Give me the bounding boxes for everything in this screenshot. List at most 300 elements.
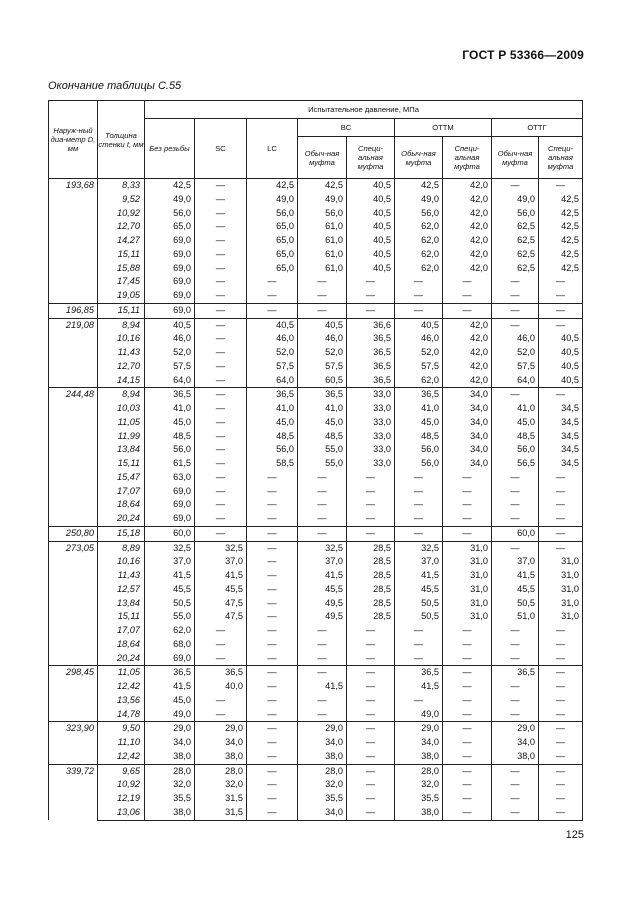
pressure-cell: — [298, 624, 347, 638]
pressure-cell: — [347, 666, 395, 680]
pressure-cell: — [492, 806, 539, 820]
header-no-thread: Без резьбы [145, 119, 195, 179]
pressure-cell: 61,0 [298, 220, 347, 234]
thickness-cell: 15,11 [98, 610, 145, 624]
pressure-cell: 32,5 [395, 541, 443, 555]
thickness-cell: 19,05 [98, 289, 145, 303]
table-row [49, 680, 583, 694]
pressure-cell: — [443, 498, 492, 512]
pressure-cell: — [195, 318, 247, 332]
pressure-cell: 61,0 [298, 234, 347, 248]
header-bc-special: Специ-альная муфта [347, 137, 395, 179]
pressure-cell: — [247, 624, 298, 638]
pressure-cell: 40,5 [539, 374, 583, 388]
thickness-cell: 10,16 [98, 332, 145, 346]
pressure-cell: 45,5 [145, 583, 195, 597]
pressure-cell: — [195, 402, 247, 416]
pressure-cell: 45,0 [298, 416, 347, 430]
pressure-cell: 42,0 [443, 193, 492, 207]
pressure-cell: — [539, 652, 583, 666]
thickness-cell: 11,05 [98, 666, 145, 680]
pressure-cell: 31,0 [539, 583, 583, 597]
pressure-cell: — [395, 652, 443, 666]
pressure-cell: 32,0 [298, 778, 347, 792]
pressure-cell: 49,5 [298, 610, 347, 624]
pressure-cell: — [347, 806, 395, 820]
pressure-cell: 42,5 [539, 220, 583, 234]
table-header [49, 101, 583, 179]
pressure-cell: 40,5 [247, 318, 298, 332]
pressure-cell: 40,5 [347, 234, 395, 248]
pressure-cell: — [347, 289, 395, 303]
pressure-cell: 42,5 [539, 262, 583, 276]
table-row [49, 569, 583, 583]
pressure-cell: — [195, 207, 247, 221]
pressure-cell: 45,0 [145, 694, 195, 708]
diameter-cell: 273,05 [49, 541, 98, 666]
pressure-cell: 69,0 [145, 498, 195, 512]
diameter-cell: 298,45 [49, 666, 98, 722]
pressure-cell: — [395, 638, 443, 652]
pressure-cell: 31,0 [539, 597, 583, 611]
pressure-cell: 34,0 [443, 430, 492, 444]
pressure-cell: 42,0 [443, 179, 492, 193]
thickness-cell: 13,06 [98, 806, 145, 820]
pressure-cell: 41,0 [492, 402, 539, 416]
pressure-cell: 35,5 [145, 792, 195, 806]
pressure-cell: 56,0 [395, 207, 443, 221]
pressure-cell: 40,5 [347, 248, 395, 262]
pressure-cell: — [443, 638, 492, 652]
thickness-cell: 15,11 [98, 303, 145, 318]
pressure-cell: 56,0 [145, 443, 195, 457]
thickness-cell: 12,57 [98, 583, 145, 597]
table-row [49, 388, 583, 402]
pressure-cell: 55,0 [145, 610, 195, 624]
header-pressure: Испытательное давление, МПа [145, 101, 583, 119]
pressure-cell: — [298, 512, 347, 526]
pressure-cell: — [539, 708, 583, 722]
pressure-cell: 28,0 [298, 764, 347, 778]
thickness-cell: 15,11 [98, 248, 145, 262]
pressure-cell: 38,0 [395, 806, 443, 820]
pressure-cell: — [195, 526, 247, 541]
table-caption: Окончание таблицы С.55 [48, 80, 182, 92]
pressure-cell: 65,0 [145, 220, 195, 234]
pressure-cell: — [195, 485, 247, 499]
pressure-cell: — [347, 778, 395, 792]
pressure-cell: — [195, 512, 247, 526]
pressure-cell: — [247, 778, 298, 792]
pressure-cell: — [492, 694, 539, 708]
pressure-cell: 69,0 [145, 303, 195, 318]
pressure-cell: — [539, 722, 583, 736]
diameter-cell: 244,48 [49, 388, 98, 527]
pressure-cell: — [395, 526, 443, 541]
table-row [49, 597, 583, 611]
header-ottg-regular: Обыч-ная муфта [492, 137, 539, 179]
pressure-cell: — [247, 652, 298, 666]
pressure-cell: 35,5 [395, 792, 443, 806]
pressure-cell: — [298, 303, 347, 318]
table-row [49, 694, 583, 708]
page-number: 125 [565, 829, 584, 841]
pressure-cell: 49,0 [492, 193, 539, 207]
pressure-cell: 31,0 [443, 569, 492, 583]
pressure-cell: 49,0 [395, 708, 443, 722]
thickness-cell: 8,94 [98, 318, 145, 332]
pressure-cell: — [195, 457, 247, 471]
thickness-cell: 12,70 [98, 220, 145, 234]
diameter-cell: 193,68 [49, 179, 98, 304]
table-row [49, 750, 583, 764]
pressure-cell: — [347, 792, 395, 806]
pressure-cell: 28,0 [395, 764, 443, 778]
table-row [49, 346, 583, 360]
pressure-cell: — [539, 750, 583, 764]
pressure-cell: 63,0 [145, 471, 195, 485]
table-row [49, 303, 583, 318]
pressure-cell: 28,5 [347, 555, 395, 569]
thickness-cell: 15,47 [98, 471, 145, 485]
table-row [49, 764, 583, 778]
pressure-cell: — [195, 248, 247, 262]
pressure-cell: — [347, 722, 395, 736]
pressure-cell: — [539, 318, 583, 332]
table-row [49, 512, 583, 526]
pressure-cell: — [247, 610, 298, 624]
pressure-cell: 47,5 [195, 597, 247, 611]
table-row [49, 541, 583, 555]
pressure-cell: 42,0 [443, 262, 492, 276]
pressure-cell: 69,0 [145, 485, 195, 499]
pressure-cell: — [247, 541, 298, 555]
standard-number: ГОСТ Р 53366—2009 [462, 48, 584, 62]
pressure-cell: 69,0 [145, 234, 195, 248]
pressure-cell: — [539, 303, 583, 318]
header-bc: BC [298, 119, 395, 137]
pressure-cell: — [195, 388, 247, 402]
table-row [49, 457, 583, 471]
pressure-cell: — [247, 722, 298, 736]
pressure-cell: — [247, 680, 298, 694]
pressure-cell: — [247, 303, 298, 318]
pressure-cell: 34,0 [443, 457, 492, 471]
pressure-cell: 49,0 [145, 193, 195, 207]
pressure-cell: — [443, 512, 492, 526]
pressure-cell: 42,0 [443, 318, 492, 332]
table-row [49, 708, 583, 722]
pressure-cell: 42,5 [395, 179, 443, 193]
table-row [49, 485, 583, 499]
pressure-cell: — [247, 764, 298, 778]
pressure-cell: 40,5 [145, 318, 195, 332]
pressure-cell: — [443, 764, 492, 778]
pressure-cell: 41,5 [395, 569, 443, 583]
pressure-cell: — [347, 471, 395, 485]
pressure-cell: — [347, 736, 395, 750]
pressure-cell: — [195, 193, 247, 207]
pressure-cell: 62,5 [492, 262, 539, 276]
header-ottm: ОТТМ [395, 119, 492, 137]
pressure-cell: 62,5 [492, 220, 539, 234]
pressure-cell: — [298, 485, 347, 499]
pressure-cell: 57,5 [492, 360, 539, 374]
pressure-cell: 36,5 [347, 332, 395, 346]
header-ottg: ОТТГ [492, 119, 583, 137]
pressure-cell: — [298, 708, 347, 722]
pressure-cell: 42,5 [539, 207, 583, 221]
pressure-cell: — [347, 275, 395, 289]
pressure-cell: — [492, 303, 539, 318]
pressure-cell: 69,0 [145, 262, 195, 276]
table-row [49, 652, 583, 666]
pressure-cell: — [443, 722, 492, 736]
pressure-cell: — [247, 512, 298, 526]
pressure-cell: 62,0 [395, 220, 443, 234]
pressure-cell: — [347, 750, 395, 764]
pressure-cell: — [492, 512, 539, 526]
pressure-cell: — [298, 638, 347, 652]
pressure-cell: 45,5 [195, 583, 247, 597]
pressure-cell: 42,0 [443, 234, 492, 248]
pressure-cell: — [247, 583, 298, 597]
pressure-cell: — [347, 512, 395, 526]
pressure-cell: — [539, 778, 583, 792]
pressure-cell: — [443, 708, 492, 722]
pressure-cell: — [539, 736, 583, 750]
table-row [49, 289, 583, 303]
pressure-cell: 34,5 [539, 416, 583, 430]
table-row [49, 179, 583, 193]
pressure-cell: 49,0 [395, 193, 443, 207]
pressure-cell: — [492, 471, 539, 485]
header-thickness: Толщина стенки t, мм [98, 101, 145, 179]
pressure-cell: 31,0 [539, 610, 583, 624]
thickness-cell: 12,19 [98, 792, 145, 806]
pressure-cell: 40,5 [395, 318, 443, 332]
table-row [49, 374, 583, 388]
pressure-cell: 40,5 [347, 262, 395, 276]
pressure-cell: 40,5 [347, 179, 395, 193]
pressure-cell: 41,0 [145, 402, 195, 416]
pressure-cell: — [539, 498, 583, 512]
pressure-cell: — [539, 806, 583, 820]
pressure-cell: — [195, 638, 247, 652]
pressure-cell: 65,0 [247, 248, 298, 262]
header-ottg-special: Специ-альная муфта [539, 137, 583, 179]
pressure-cell: 42,5 [539, 193, 583, 207]
thickness-cell: 11,43 [98, 569, 145, 583]
pressure-cell: — [298, 666, 347, 680]
pressure-cell: 40,5 [347, 220, 395, 234]
table-row [49, 220, 583, 234]
pressure-cell: — [539, 624, 583, 638]
pressure-cell: — [347, 526, 395, 541]
thickness-cell: 9,65 [98, 764, 145, 778]
table-row [49, 318, 583, 332]
pressure-cell: 56,0 [395, 443, 443, 457]
pressure-cell: — [347, 485, 395, 499]
thickness-cell: 10,16 [98, 555, 145, 569]
pressure-cell: 37,0 [492, 555, 539, 569]
pressure-cell: — [195, 652, 247, 666]
pressure-cell: — [195, 346, 247, 360]
pressure-cell: — [443, 680, 492, 694]
pressure-cell: — [539, 275, 583, 289]
pressure-cell: 45,0 [247, 416, 298, 430]
pressure-cell: 40,5 [347, 193, 395, 207]
pressure-cell: — [443, 666, 492, 680]
pressure-cell: 42,5 [539, 248, 583, 262]
thickness-cell: 11,43 [98, 346, 145, 360]
pressure-cell: — [539, 541, 583, 555]
pressure-cell: 46,0 [298, 332, 347, 346]
pressure-cell: — [195, 498, 247, 512]
pressure-cell: — [443, 624, 492, 638]
pressure-cell: 45,0 [492, 416, 539, 430]
thickness-cell: 10,03 [98, 402, 145, 416]
pressure-cell: 32,5 [195, 541, 247, 555]
pressure-cell: — [492, 652, 539, 666]
pressure-cell: 61,5 [145, 457, 195, 471]
thickness-cell: 13,84 [98, 443, 145, 457]
pressure-cell: 28,5 [347, 541, 395, 555]
pressure-cell: — [443, 275, 492, 289]
pressure-cell: 31,0 [443, 583, 492, 597]
pressure-cell: 38,0 [492, 750, 539, 764]
pressure-cell: — [247, 750, 298, 764]
pressure-cell: — [347, 624, 395, 638]
pressure-cell: 46,0 [395, 332, 443, 346]
pressure-cell: 68,0 [145, 638, 195, 652]
pressure-cell: 45,5 [395, 583, 443, 597]
pressure-cell: — [443, 736, 492, 750]
pressure-cell: 28,5 [347, 597, 395, 611]
pressure-cell: 57,5 [145, 360, 195, 374]
pressure-cell: 34,0 [443, 416, 492, 430]
pressure-cell: 42,0 [443, 248, 492, 262]
thickness-cell: 11,05 [98, 416, 145, 430]
pressure-cell: 62,0 [395, 374, 443, 388]
pressure-cell: 41,5 [395, 680, 443, 694]
pressure-cell: 45,5 [492, 583, 539, 597]
pressure-cell: 29,0 [145, 722, 195, 736]
pressure-cell: — [247, 289, 298, 303]
table-row [49, 526, 583, 541]
pressure-cell: 36,5 [347, 374, 395, 388]
pressure-cell: 36,5 [145, 388, 195, 402]
pressure-cell: — [247, 736, 298, 750]
pressure-cell: 29,0 [395, 722, 443, 736]
pressure-cell: — [298, 526, 347, 541]
pressure-cell: 33,0 [347, 388, 395, 402]
diameter-cell: 219,08 [49, 318, 98, 388]
pressure-cell: 42,5 [145, 179, 195, 193]
pressure-cell: — [247, 526, 298, 541]
header-ottm-special: Специ-альная муфта [443, 137, 492, 179]
thickness-cell: 11,10 [98, 736, 145, 750]
pressure-cell: 52,0 [395, 346, 443, 360]
pressure-cell: 37,0 [195, 555, 247, 569]
pressure-cell: — [492, 388, 539, 402]
pressure-cell: 31,0 [443, 597, 492, 611]
thickness-cell: 17,45 [98, 275, 145, 289]
thickness-cell: 10,92 [98, 778, 145, 792]
pressure-cell: 56,0 [145, 207, 195, 221]
pressure-cell: 32,0 [395, 778, 443, 792]
pressure-cell: — [539, 526, 583, 541]
pressure-cell: 41,0 [247, 402, 298, 416]
pressure-cell: — [247, 792, 298, 806]
pressure-cell: 38,0 [145, 750, 195, 764]
pressure-cell: 36,5 [195, 666, 247, 680]
pressure-cell: 34,0 [195, 736, 247, 750]
pressure-cell: 40,0 [195, 680, 247, 694]
table-row [49, 722, 583, 736]
pressure-cell: — [395, 694, 443, 708]
thickness-cell: 8,89 [98, 541, 145, 555]
pressure-cell: 69,0 [145, 289, 195, 303]
pressure-cell: — [395, 498, 443, 512]
pressure-cell: 38,0 [195, 750, 247, 764]
pressure-cell: — [247, 806, 298, 820]
pressure-cell: 62,0 [145, 624, 195, 638]
pressure-cell: — [492, 708, 539, 722]
pressure-cell: 33,0 [347, 402, 395, 416]
thickness-cell: 12,42 [98, 750, 145, 764]
pressure-cell: — [195, 303, 247, 318]
pressure-cell: 56,0 [395, 457, 443, 471]
pressure-cell: 65,0 [247, 262, 298, 276]
pressure-cell: 34,0 [492, 736, 539, 750]
pressure-cell: 46,0 [492, 332, 539, 346]
pressure-cell: — [298, 652, 347, 666]
pressure-cell: 69,0 [145, 248, 195, 262]
diameter-cell: 323,90 [49, 722, 98, 764]
pressure-cell: 65,0 [247, 234, 298, 248]
pressure-cell: 36,5 [247, 388, 298, 402]
table-row [49, 430, 583, 444]
pressure-cell: 62,0 [395, 234, 443, 248]
table-row [49, 583, 583, 597]
pressure-cell: — [395, 289, 443, 303]
pressure-cell: — [195, 708, 247, 722]
pressure-cell: 65,0 [247, 220, 298, 234]
pressure-cell: 28,0 [195, 764, 247, 778]
pressure-cell: — [195, 694, 247, 708]
pressure-cell: — [492, 179, 539, 193]
pressure-cell: 28,0 [145, 764, 195, 778]
pressure-cell: — [539, 388, 583, 402]
pressure-cell: — [443, 652, 492, 666]
pressure-cell: 36,5 [347, 346, 395, 360]
pressure-cell: 41,5 [298, 569, 347, 583]
pressure-cell: — [247, 471, 298, 485]
pressure-cell: 37,0 [298, 555, 347, 569]
pressure-cell: — [443, 792, 492, 806]
pressure-cell: — [492, 792, 539, 806]
pressure-cell: 62,0 [395, 248, 443, 262]
pressure-cell: 31,0 [539, 555, 583, 569]
pressure-cell: — [443, 303, 492, 318]
pressure-cell: 57,5 [247, 360, 298, 374]
thickness-cell: 20,24 [98, 652, 145, 666]
pressure-cell: 34,0 [443, 388, 492, 402]
thickness-cell: 17,07 [98, 485, 145, 499]
pressure-cell: 52,0 [247, 346, 298, 360]
pressure-cell: 29,0 [298, 722, 347, 736]
